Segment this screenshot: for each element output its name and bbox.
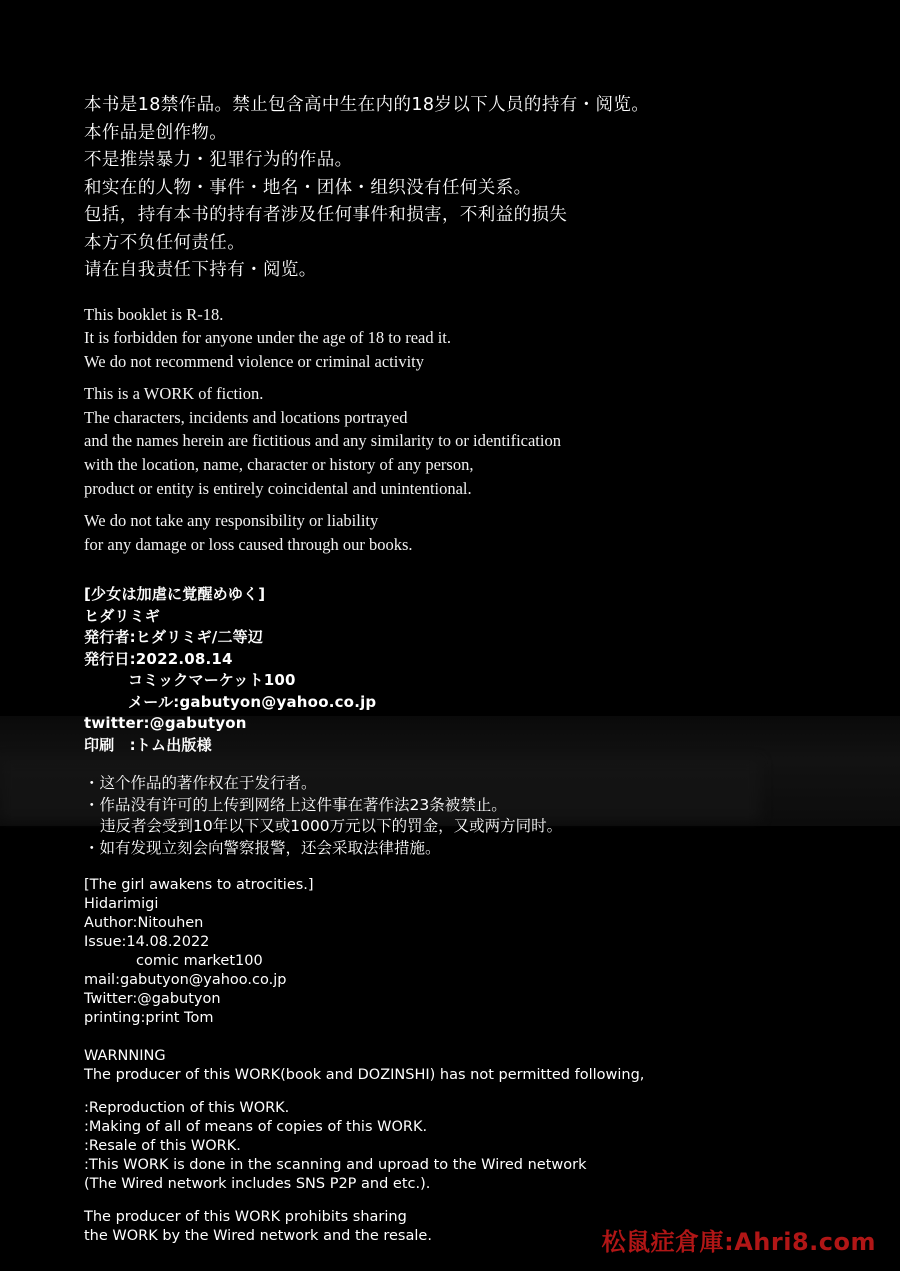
english-notice-line: This is a WORK of fiction. (84, 384, 264, 404)
circle-name-en: Hidarimigi (84, 896, 159, 913)
english-age-notice (84, 303, 824, 557)
printing-en: printing:print Tom (84, 1010, 214, 1027)
english-notice-line: and the names herein are fictitious and any similarity to or identification (84, 431, 561, 451)
chinese-copyright-notice (84, 773, 824, 859)
issue-date-jp: 発行日:2022.08.14 (84, 649, 233, 668)
event-name-en: comic market100 (136, 953, 263, 970)
spacer (84, 1085, 824, 1099)
copyright-bullet-sub: 违反者会受到10年以下又或1000万元以下的罚金，又或两方同时。 (100, 817, 563, 836)
publisher-jp: 発行者:ヒダリミギ/二等辺 (84, 628, 264, 647)
chinese-notice-line: 本书是18禁作品。禁止包含高中生在内的18岁以下人员的持有・阅览。 (84, 95, 650, 115)
mail-jp: メール:gabutyon@yahoo.co.jp (128, 692, 377, 711)
english-notice-line: We do not take any responsibility or liability (84, 511, 379, 531)
closing-line: the WORK by the Wired network and the resale. (84, 1228, 432, 1245)
twitter-en: Twitter:@gabutyon (84, 991, 221, 1008)
twitter-jp: twitter:@gabutyon (84, 714, 247, 733)
chinese-age-notice (84, 92, 824, 285)
prohibition-item: (The Wired network includes SNS P2P and etc.). (84, 1176, 431, 1193)
page-content (84, 92, 824, 1246)
warning-line: The producer of this WORK(book and DOZINSHI) has not permitted following, (84, 1067, 645, 1084)
warning-title: WARNNING (84, 1048, 166, 1065)
english-notice-line: This booklet is R-18. (84, 304, 224, 324)
spacer (84, 1194, 824, 1208)
chinese-notice-line: 包括，持有本书的持有者涉及任何事件和损害，不利益的损失 (84, 205, 568, 225)
chinese-notice-line: 和实在的人物・事件・地名・团体・组织没有任何关系。 (84, 177, 532, 198)
chinese-notice-line: 本方不负任何责任。 (84, 232, 246, 253)
spacer (84, 373, 824, 382)
prohibition-item: :Reproduction of this WORK. (84, 1100, 290, 1117)
english-notice-line: for any damage or loss caused through our books. (84, 534, 413, 554)
english-colophon (84, 876, 824, 1246)
spacer (84, 1028, 824, 1047)
work-title-jp: [少女は加虐に覚醒めゆく] (84, 585, 266, 604)
chinese-notice-line: 不是推崇暴力・犯罪行为的作品。 (84, 150, 353, 170)
prohibition-item: :Resale of this WORK. (84, 1138, 241, 1155)
english-notice-line: It is forbidden for anyone under the age of 18 to read it. (84, 328, 452, 348)
chinese-notice-line: 请在自我责任下持有・阅览。 (84, 260, 317, 280)
copyright-bullet: ・这个作品的著作权在于发行者。 (84, 774, 317, 793)
copyright-bullet: ・如有发现立刻会向警察报警，还会采取法律措施。 (84, 838, 441, 857)
event-name-jp: コミックマーケット100 (128, 671, 296, 690)
prohibition-item: :Making of all of means of copies of this WORK. (84, 1119, 428, 1136)
english-notice-line: We do not recommend violence or criminal activity (84, 351, 425, 371)
english-notice-line: with the location, name, character or history of any person, (84, 455, 474, 475)
copyright-bullet: ・作品没有许可的上传到网络上这件事在著作法23条被禁止。 (84, 795, 507, 814)
japanese-colophon (84, 584, 824, 756)
english-notice-line: product or entity is entirely coincidental and unintentional. (84, 478, 472, 498)
author-en: Author:Nitouhen (84, 915, 204, 932)
spacer (84, 500, 824, 509)
english-notice-line: The characters, incidents and locations portrayed (84, 407, 408, 427)
mail-en: mail:gabutyon@yahoo.co.jp (84, 972, 287, 989)
work-title-en: [The girl awakens to atrocities.] (84, 877, 314, 894)
printing-jp: 印刷 :トム出版様 (84, 735, 212, 754)
prohibition-item: :This WORK is done in the scanning and uproad to the Wired network (84, 1157, 587, 1174)
chinese-notice-line: 本作品是创作物。 (84, 122, 228, 143)
closing-line: The producer of this WORK prohibits sharing (84, 1209, 407, 1226)
issue-date-en: Issue:14.08.2022 (84, 934, 210, 951)
circle-name-jp: ヒダリミギ (84, 606, 161, 625)
site-watermark: 松鼠症倉庫:Ahri8.com (601, 1228, 876, 1256)
